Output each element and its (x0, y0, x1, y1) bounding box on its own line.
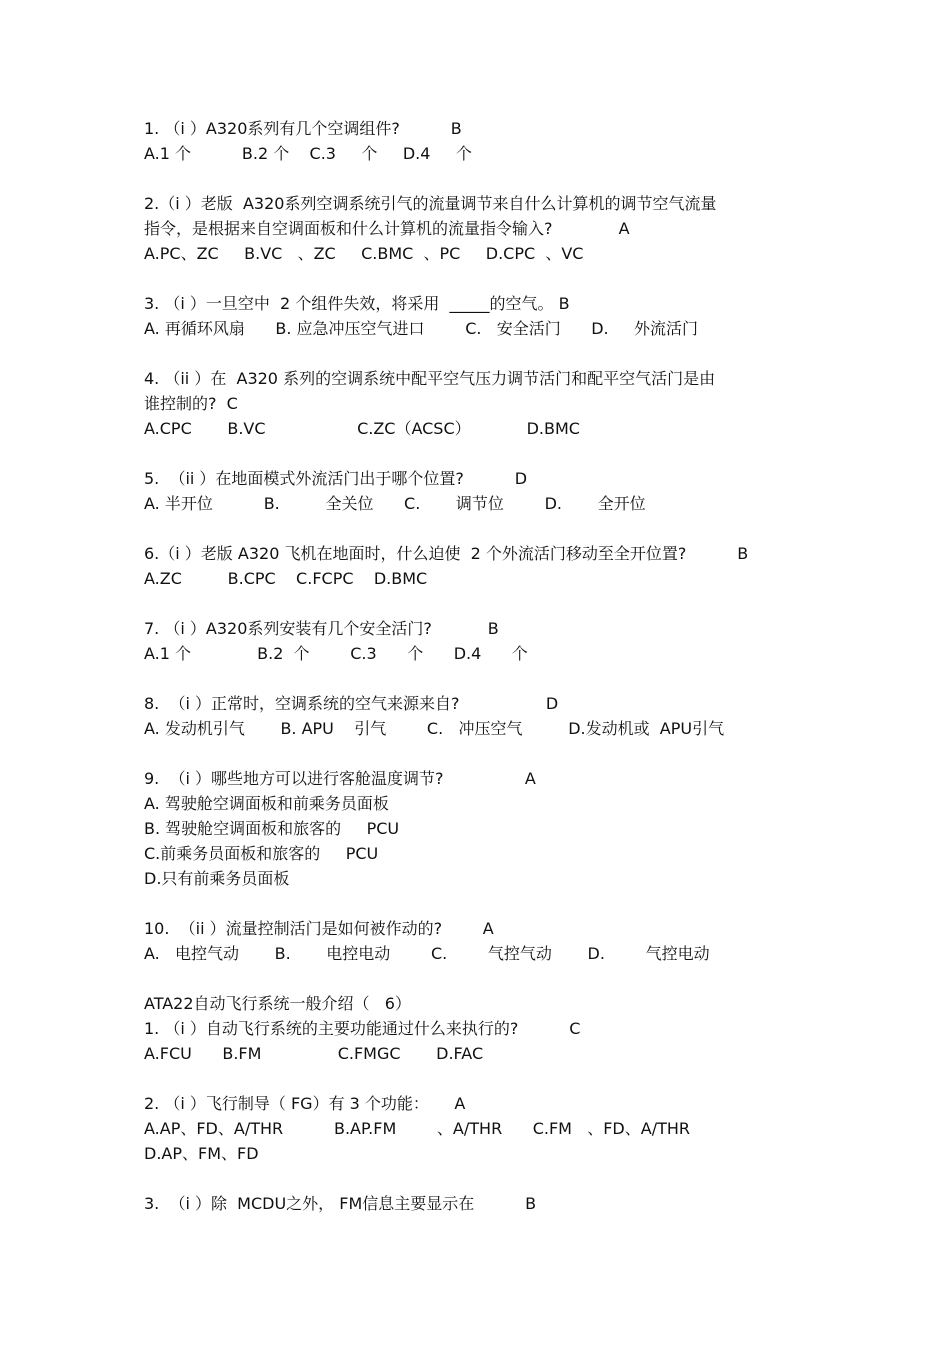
q3-question: 3. （i ）一旦空中 2 个组件失效，将采用 _____的空气。 B (144, 294, 570, 313)
q9-question: 9. （i ）哪些地方可以进行客舱温度调节? A (144, 769, 536, 788)
q1-options: A.1 个 B.2 个 C.3 个 D.4 个 (144, 144, 472, 163)
q10-options: A. 电控气动 B. 电控电动 C. 气控气动 D. 气控电动 (144, 944, 710, 963)
q2-options: A.PC、ZC B.VC 、ZC C.BMC 、PC D.CPC 、VC (144, 244, 584, 263)
q7-question: 7. （i ）A320系列安装有几个安全活门? B (144, 619, 499, 638)
s2-q2-options-line1: A.AP、FD、A/THR B.AP.FM 、A/THR C.FM 、FD、A/THR (144, 1119, 691, 1138)
q9-option-c: C.前乘务员面板和旅客的 PCU (144, 844, 379, 863)
q9-option-a: A. 驾驶舱空调面板和前乘务员面板 (144, 794, 389, 813)
q2-question-line2: 指令，是根据来自空调面板和什么计算机的流量指令输入? A (144, 219, 630, 238)
s2-q1-options: A.FCU B.FM C.FMGC D.FAC (144, 1044, 484, 1063)
s2-q1-question: 1. （i ）自动飞行系统的主要功能通过什么来执行的? C (144, 1019, 581, 1038)
q10-question: 10. （ii ）流量控制活门是如何被作动的? A (144, 919, 494, 938)
q2-question-line1: 2.（i ）老版 A320系列空调系统引气的流量调节来自什么计算机的调节空气流量 (144, 194, 717, 213)
q1-question: 1. （i ）A320系列有几个空调组件? B (144, 119, 462, 138)
q5-question: 5. （ii ）在地面模式外流活门出于哪个位置? D (144, 469, 528, 488)
q7-options: A.1 个 B.2 个 C.3 个 D.4 个 (144, 644, 528, 663)
q5-options: A. 半开位 B. 全关位 C. 调节位 D. 全开位 (144, 494, 646, 513)
s2-q2-options-line2: D.AP、FM、FD (144, 1144, 259, 1163)
q6-question: 6.（i ）老版 A320 飞机在地面时，什么迫使 2 个外流活门移动至全开位置? B (144, 544, 749, 563)
q9-option-d: D.只有前乘务员面板 (144, 869, 290, 888)
q8-question: 8. （i ）正常时，空调系统的空气来源来自? D (144, 694, 559, 713)
q4-question-line2: 谁控制的? C (144, 394, 238, 413)
q8-options: A. 发动机引气 B. APU 引气 C. 冲压空气 D.发动机或 APU引气 (144, 719, 725, 738)
section-heading: ATA22自动飞行系统一般介绍（ 6） (144, 994, 411, 1013)
q4-question-line1: 4. （ii ）在 A320 系列的空调系统中配平空气压力调节活门和配平空气活门是由 (144, 369, 716, 388)
s2-q3-question: 3. （i ）除 MCDU之外， FM信息主要显示在 B (144, 1194, 537, 1213)
s2-q2-question: 2. （i ）飞行制导（ FG）有 3 个功能： A (144, 1094, 466, 1113)
q4-options: A.CPC B.VC C.ZC（ACSC） D.BMC (144, 419, 580, 438)
q9-option-b: B. 驾驶舱空调面板和旅客的 PCU (144, 819, 400, 838)
q6-options: A.ZC B.CPC C.FCPC D.BMC (144, 569, 428, 588)
q3-options: A. 再循环风扇 B. 应急冲压空气进口 C. 安全活门 D. 外流活门 (144, 319, 699, 338)
